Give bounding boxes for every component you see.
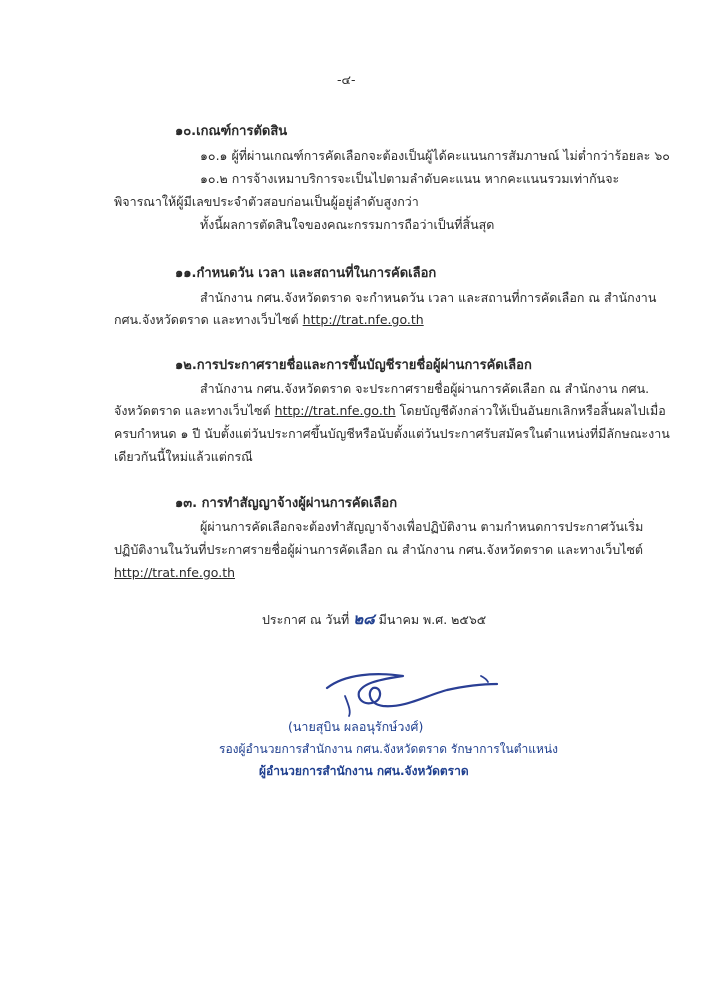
section-11-website-link[interactable]: http://trat.nfe.go.th: [302, 312, 424, 327]
section-11-line-1: สำนักงาน กศน.จังหวัดตราด จะกำหนดวัน เวลา และสถานที่การคัดเลือก ณ สำนักงาน: [200, 290, 657, 305]
section-13-website-link-line: [114, 565, 235, 581]
section-11-heading: ๑๑.กำหนดวัน เวลา และสถานที่ในการคัดเลือก: [175, 266, 437, 281]
announcement-suffix: มีนาคม พ.ศ. ๒๕๖๕: [378, 612, 487, 627]
section-10-line-1: ๑๐.๑ ผู้ที่ผ่านเกณฑ์การคัดเลือกจะต้องเป็นผู้ได้คะแนนการสัมภาษณ์ ไม่ต่ำกว่าร้อยละ ๖๐: [200, 148, 670, 163]
section-12-line-2-text-b: โดยบัญชีดังกล่าวให้เป็นอันยกเลิกหรือสิ้นผลไปเมื่อ: [399, 403, 666, 418]
section-11-line-2: [114, 312, 424, 328]
section-12-line-2-text-a: จังหวัดตราด และทางเว็บไซต์: [114, 403, 271, 418]
section-12-line-2: [114, 403, 666, 419]
handwritten-signature: [305, 666, 505, 718]
section-10-line-4: ทั้งนี้ผลการตัดสินใจของคณะกรรมการถือว่าเป็นที่สิ้นสุด: [200, 217, 495, 232]
section-12-website-link[interactable]: http://trat.nfe.go.th: [274, 403, 396, 418]
section-10-line-2: ๑๐.๒ การจ้างเหมาบริการจะเป็นไปตามลำดับคะแนน หากคะแนนรวมเท่ากันจะ: [200, 171, 620, 186]
announcement-date: [262, 611, 486, 628]
section-10-heading: ๑๐.เกณฑ์การตัดสิน: [175, 124, 288, 139]
announcement-prefix: ประกาศ ณ วันที่: [262, 612, 350, 627]
announcement-day-handwritten: ๒๘: [353, 610, 375, 628]
section-13-line-1: ผู้ผ่านการคัดเลือกจะต้องทำสัญญาจ้างเพื่อปฏิบัติงาน ตามกำหนดการประกาศวันเริ่ม: [200, 519, 644, 534]
section-12-heading: ๑๒.การประกาศรายชื่อและการขึ้นบัญชีรายชื่อผู้ผ่านการคัดเลือก: [175, 358, 532, 373]
signer-position-line-1: รองผู้อำนวยการสำนักงาน กศน.จังหวัดตราด รักษาการในตำแหน่ง: [219, 742, 558, 756]
signer-name: (นายสุบิน ผลอนุรักษ์วงศ์): [288, 719, 424, 734]
section-11-line-2-text: กศน.จังหวัดตราด และทางเว็บไซต์: [114, 312, 299, 327]
section-13-line-2: ปฏิบัติงานในวันที่ประกาศรายชื่อผู้ผ่านการคัดเลือก ณ สำนักงาน กศน.จังหวัดตราด และทางเว็บไซต์: [114, 542, 644, 557]
section-12-line-3: ครบกำหนด ๑ ปี นับตั้งแต่วันประกาศขึ้นบัญชีหรือนับตั้งแต่วันประกาศรับสมัครในตำแหน่งที่มีลักษณะงาน: [114, 426, 670, 441]
section-13-heading: ๑๓. การทำสัญญาจ้างผู้ผ่านการคัดเลือก: [175, 496, 398, 511]
signer-position-line-2: ผู้อำนวยการสำนักงาน กศน.จังหวัดตราด: [259, 764, 469, 778]
section-12-line-4: เดียวกันนี้ใหม่แล้วแต่กรณี: [114, 449, 253, 464]
page-number: -๔-: [337, 72, 356, 87]
section-10-line-3: พิจารณาให้ผู้มีเลขประจำตัวสอบก่อนเป็นผู้อยู่ลำดับสูงกว่า: [114, 194, 419, 209]
section-13-website-link[interactable]: http://trat.nfe.go.th: [114, 565, 236, 580]
section-12-line-1: สำนักงาน กศน.จังหวัดตราด จะประกาศรายชื่อผู้ผ่านการคัดเลือก ณ สำนักงาน กศน.: [200, 381, 650, 396]
